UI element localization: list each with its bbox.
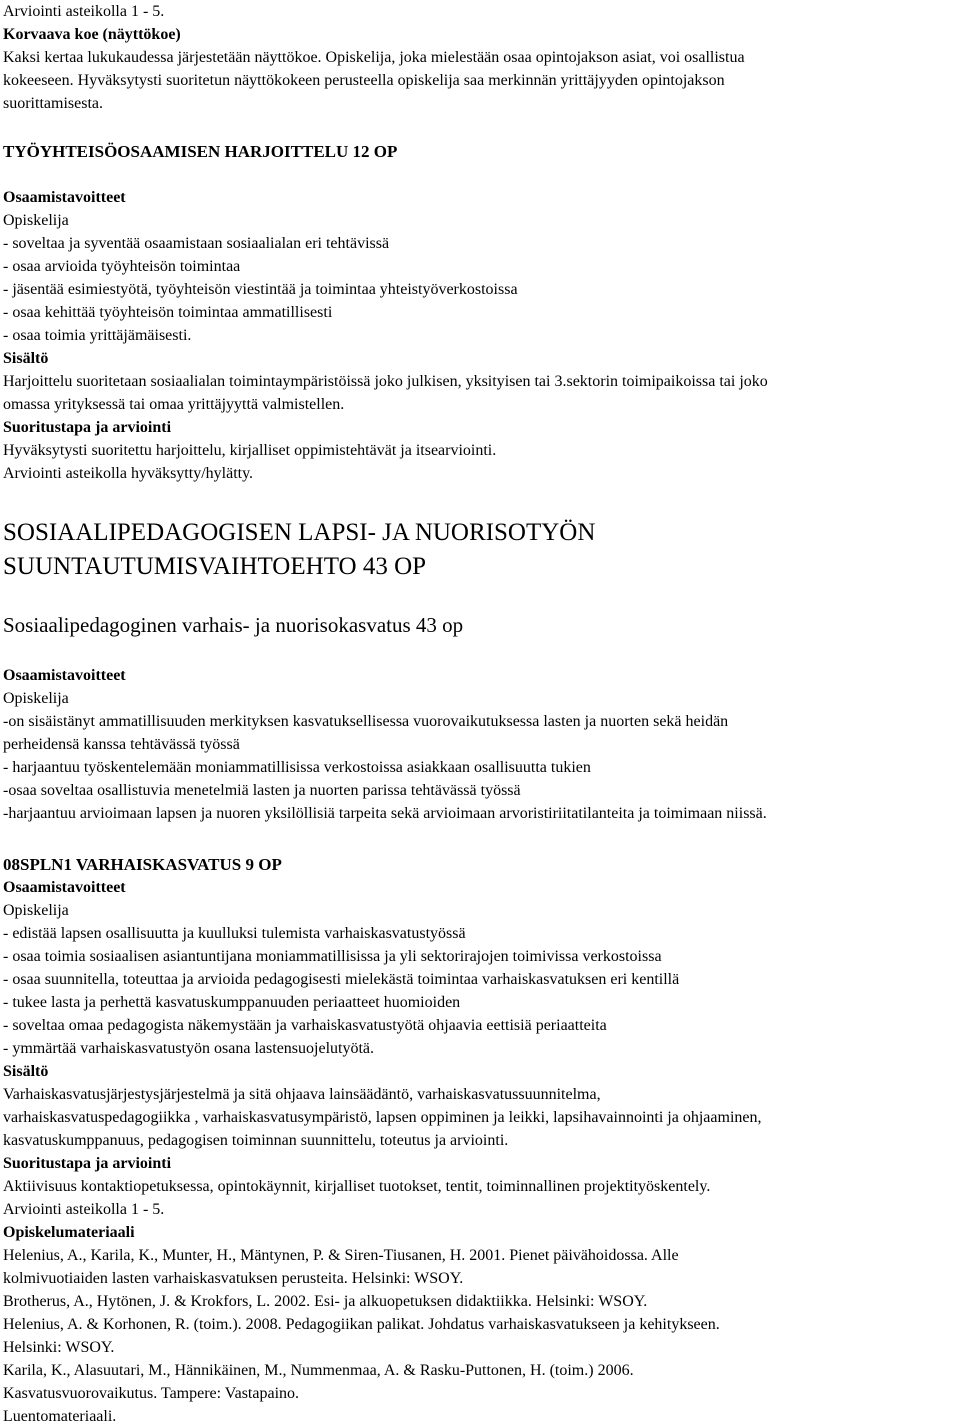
exam-text: Kaksi kertaa lukukaudessa järjestetään näyttökoe. Opiskelija, joka mielestään osaa opintojakson asiat, voi osallistua (3, 49, 745, 66)
goal-item: - osaa kehittää työyhteisön toimintaa ammatillisesti (3, 304, 333, 321)
content-text: Harjoittelu suoritetaan sosiaalialan toimintaympäristöissä joko julkisen, yksityisen tai 3.sektorin toimipaikoissa tai joko (3, 373, 768, 390)
sosped-title-block (3, 516, 595, 584)
material-item: Kasvatusvuorovaikutus. Tampere: Vastapaino. (3, 1385, 300, 1402)
goal-item: -osaa soveltaa osallistuvia menetelmiä lasten ja nuorten parissa tehtävässä työssä (3, 782, 521, 799)
goal-item: -on sisäistänyt ammatillisuuden merkityksen kasvatuksellisessa vuorovaikutuksessa lasten ja nuorten sekä heidän (3, 713, 729, 730)
sosped-subtitle-block (3, 611, 463, 639)
goals-heading: Osaamistavoitteet (3, 879, 126, 896)
goal-item: perheidensä kanssa tehtävässä työssä (3, 736, 240, 753)
material-item: Karila, K., Alasuutari, M., Hännikäinen, M., Nummenmaa, A. & Rasku-Puttonen, H. (toim.) 2006. (3, 1362, 634, 1379)
goals-heading: Osaamistavoitteet (3, 189, 126, 206)
method-heading: Suoritustapa ja arviointi (3, 419, 172, 436)
top-section (3, 0, 745, 115)
content-text: kasvatuskumppanuus, pedagogisen toiminnan suunnittelu, toteutus ja arviointi. (3, 1132, 509, 1149)
goal-item: - jäsentää esimiestyötä, työyhteisön viestintää ja toimintaa yhteistyöverkostoissa (3, 281, 518, 298)
exam-heading: Korvaava koe (näyttökoe) (3, 26, 181, 43)
major-title: SOSIAALIPEDAGOGISEN LAPSI- JA NUORISOTYÖN (3, 519, 596, 546)
goal-item: - osaa toimia sosiaalisen asiantuntijana moniammatillisissa ja yli sektorirajojen toimivissa verkostoissa (3, 948, 662, 965)
material-item: Luentomateriaali. (3, 1408, 117, 1425)
grading-text: Arviointi asteikolla 1 - 5. (3, 1201, 165, 1218)
course-title: 08SPLN1 VARHAISKASVATUS 9 OP (3, 855, 282, 874)
goal-item: - edistää lapsen osallisuutta ja kuulluksi tulemista varhaiskasvatustyössä (3, 925, 466, 942)
goal-item: - soveltaa omaa pedagogista näkemystään ja varhaiskasvatustyötä ohjaavia eettisiä periaatteita (3, 1017, 607, 1034)
tyoyhteiso-body (3, 186, 768, 485)
student-label: Opiskelija (3, 212, 69, 229)
major-title: SUUNTAUTUMISVAIHTOEHTO 43 OP (3, 553, 427, 580)
goal-item: - osaa arvioida työyhteisön toimintaa (3, 258, 241, 275)
varhais-body (3, 876, 761, 1428)
exam-text: suorittamisesta. (3, 95, 103, 112)
goal-item: - osaa toimia yrittäjämäisesti. (3, 327, 192, 344)
content-text: varhaiskasvatuspedagogiikka , varhaiskasvatusympäristö, lapsen oppiminen ja leikki, lapsihavainnointi ja ohjaaminen, (3, 1109, 762, 1126)
grading-text: Arviointi asteikolla hyväksytty/hylätty. (3, 465, 254, 482)
student-label: Opiskelija (3, 902, 69, 919)
module-subtitle: Sosiaalipedagoginen varhais- ja nuorisokasvatus 43 op (3, 613, 464, 637)
goal-item: - harjaantuu työskentelemään moniammatillisissa verkostoissa asiakkaan osallisuutta tukien (3, 759, 591, 776)
grading-text: Arviointi asteikolla 1 - 5. (3, 3, 165, 20)
goal-item: - tukee lasta ja perhettä kasvatuskumppanuuden periaatteet huomioiden (3, 994, 461, 1011)
method-heading: Suoritustapa ja arviointi (3, 1155, 172, 1172)
goal-item: - soveltaa ja syventää osaamistaan sosiaalialan eri tehtävissä (3, 235, 390, 252)
goal-item: - osaa suunnitella, toteuttaa ja arvioida pedagogisesti mielekästä toimintaa varhaiskasvatuksen eri kentillä (3, 971, 680, 988)
goal-item: -harjaantuu arvioimaan lapsen ja nuoren yksilöllisiä tarpeita sekä arvioimaan arvoristiriitatilanteita ja toimimaan niissä. (3, 805, 767, 822)
varhais-title-block (3, 853, 282, 876)
material-item: Helsinki: WSOY. (3, 1339, 115, 1356)
goal-item: - ymmärtää varhaiskasvatustyön osana lastensuojelutyötä. (3, 1040, 375, 1057)
sosped-body (3, 664, 767, 825)
content-heading: Sisältö (3, 350, 49, 367)
material-item: Brotherus, A., Hytönen, J. & Krokfors, L. 2002. Esi- ja alkuopetuksen didaktiikka. Helsinki: WSOY. (3, 1293, 648, 1310)
material-item: Helenius, A. & Korhonen, R. (toim.). 2008. Pedagogiikan palikat. Johdatus varhaiskasvatukseen ja kehitykseen. (3, 1316, 720, 1333)
materials-heading: Opiskelumateriaali (3, 1224, 135, 1241)
material-item: Helenius, A., Karila, K., Munter, H., Mäntynen, P. & Siren-Tiusanen, H. 2001. Pienet päivähoidossa. Alle (3, 1247, 679, 1264)
tyoyhteiso-section (3, 140, 397, 163)
content-text: omassa yrityksessä tai omaa yrittäjyyttä valmistellen. (3, 396, 345, 413)
content-text: Varhaiskasvatusjärjestysjärjestelmä ja sitä ohjaava lainsäädäntö, varhaiskasvatussuunnitelma, (3, 1086, 601, 1103)
material-item: kolmivuotiaiden lasten varhaiskasvatuksen perusteita. Helsinki: WSOY. (3, 1270, 464, 1287)
exam-text: kokeeseen. Hyväksytysti suoritetun näyttökokeen perusteella opiskelija saa merkinnän yrittäjyyden opintojakson (3, 72, 725, 89)
goals-heading: Osaamistavoitteet (3, 667, 126, 684)
method-text: Hyväksytysti suoritettu harjoittelu, kirjalliset oppimistehtävät ja itsearviointi. (3, 442, 497, 459)
section-title: TYÖYHTEISÖOSAAMISEN HARJOITTELU 12 OP (3, 142, 398, 161)
student-label: Opiskelija (3, 690, 69, 707)
method-text: Aktiivisuus kontaktiopetuksessa, opintokäynnit, kirjalliset tuotokset, tentit, toiminnallinen projektityöskentely. (3, 1178, 711, 1195)
content-heading: Sisältö (3, 1063, 49, 1080)
